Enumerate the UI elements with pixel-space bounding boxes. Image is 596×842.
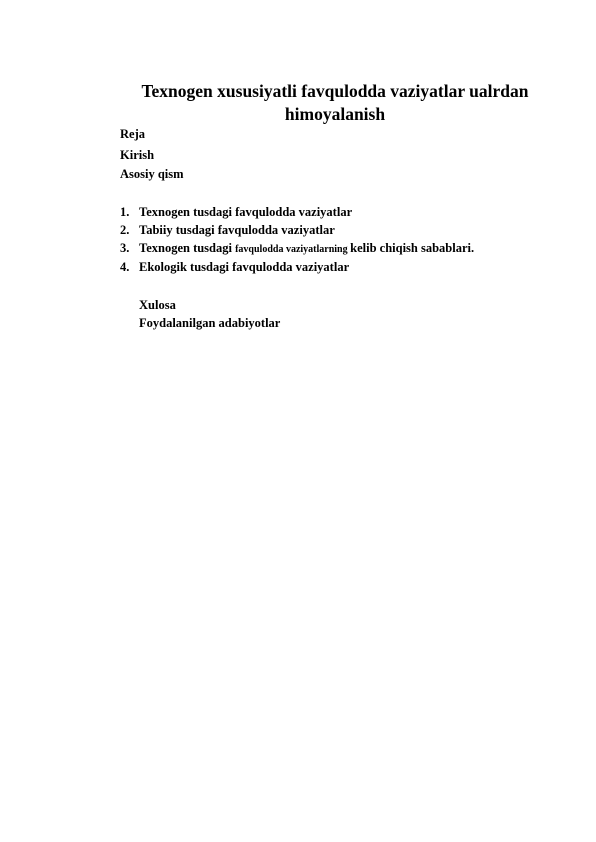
plan-heading: Reja	[120, 127, 145, 141]
intro-heading: Kirish	[120, 148, 155, 162]
list-item	[120, 260, 349, 275]
list-item	[120, 241, 474, 257]
list-item-number: 4.	[120, 260, 130, 274]
list-item	[120, 223, 335, 238]
main-part-heading: Asosiy qism	[120, 167, 184, 181]
list-item-text: Texnogen tusdagi	[139, 241, 236, 255]
list-item-number: 2.	[120, 223, 130, 237]
list-item-number: 3.	[120, 241, 130, 255]
title-line-1: Texnogen xususiyatli favqulodda vaziyatlar ualrdan	[141, 81, 529, 101]
list-item-text-small: favqulodda vaziyatlarning	[235, 244, 351, 255]
list-item-text: kelib chiqish sabablari.	[350, 241, 475, 255]
list-item-text: Texnogen tusdagi favqulodda vaziyatlar	[139, 205, 353, 219]
list-item-text: Tabiiy tusdagi favqulodda vaziyatlar	[139, 223, 335, 237]
conclusion-heading: Xulosa	[139, 298, 176, 312]
list-item-number: 1.	[120, 205, 130, 219]
list-item-text: Ekologik tusdagi favqulodda vaziyatlar	[139, 260, 350, 274]
document-title	[120, 80, 550, 126]
list-item	[120, 205, 352, 220]
title-line-2: himoyalanish	[284, 104, 386, 124]
references-heading: Foydalanilgan adabiyotlar	[139, 316, 281, 330]
